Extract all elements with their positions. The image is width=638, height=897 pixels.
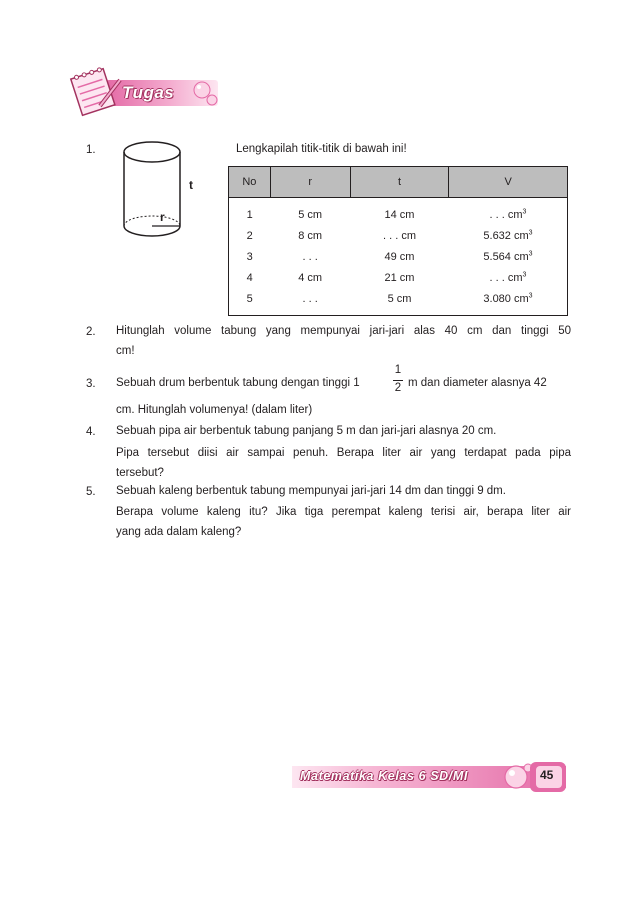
q4-number: 4. — [86, 426, 96, 438]
q3-line1a: Sebuah drum berbentuk tabung dengan tinggi 1 — [116, 377, 360, 389]
table-row — [229, 225, 568, 246]
q1-number: 1. — [86, 144, 96, 156]
table-header-cell: r — [270, 167, 350, 198]
q5-line1: Sebuah kaleng berbentuk tabung mempunyai jari-jari 14 dm dan tinggi 9 dm. — [116, 485, 506, 497]
q4-line3: tersebut? — [116, 467, 164, 479]
fraction-numerator: 1 — [394, 364, 402, 376]
table-row — [229, 288, 568, 316]
bubbles-icon — [500, 760, 534, 794]
table-cell: 8 cm — [298, 229, 323, 242]
volume-value: . . . cm — [489, 208, 523, 221]
table-cell — [449, 246, 568, 267]
table-cell: 3 — [246, 250, 253, 263]
table-cell: 49 cm — [384, 250, 415, 263]
notepad-pencil-icon — [66, 62, 126, 118]
q3-line2: cm. Hitunglah volumenya! (dalam liter) — [116, 404, 313, 416]
table-cell: 4 cm — [298, 271, 323, 284]
table-cell: . . . cm — [383, 229, 416, 242]
table-cell: 1 — [246, 208, 253, 221]
table-cell: 5 cm — [387, 292, 412, 305]
table-cell: 21 cm — [384, 271, 415, 284]
table-cell: . . . — [302, 292, 318, 305]
bubbles-icon — [190, 76, 220, 110]
table-cell — [449, 225, 568, 246]
q1-instruction: Lengkapilah titik-titik di bawah ini! — [236, 143, 407, 155]
unit-exponent: 3 — [522, 207, 527, 215]
table-cell: 5 — [246, 292, 253, 305]
unit-exponent: 3 — [522, 270, 527, 278]
table-cell: . . . — [302, 250, 318, 263]
unit-exponent: 3 — [528, 249, 533, 257]
table-header-row — [229, 167, 568, 198]
q5-line2: Berapa volume kaleng itu? Jika tiga perempat kaleng terisi air, berapa liter air — [116, 506, 571, 518]
table-header-cell: No — [229, 167, 271, 198]
volume-value: . . . cm — [489, 271, 523, 284]
q3-number: 3. — [86, 378, 96, 390]
table-cell: 4 — [246, 271, 253, 284]
table-row — [229, 267, 568, 288]
unit-exponent: 3 — [528, 291, 533, 299]
table-row — [229, 246, 568, 267]
fraction-bar — [393, 380, 403, 381]
table-cell: 5 cm — [298, 208, 323, 221]
volume-table — [228, 166, 568, 316]
table-row — [229, 198, 568, 226]
q2-line2: cm! — [116, 345, 135, 357]
tugas-title: Tugas — [122, 83, 175, 102]
table-cell — [449, 267, 568, 288]
q4-line2: Pipa tersebut diisi air sampai penuh. Berapa liter air yang terdapat pada pipa — [116, 447, 571, 459]
q2-number: 2. — [86, 326, 96, 338]
q5-number: 5. — [86, 486, 96, 498]
table-header-cell: t — [350, 167, 449, 198]
fraction-denominator: 2 — [394, 382, 402, 394]
q5-line3: yang ada dalam kaleng? — [116, 526, 242, 538]
volume-value: 3.080 cm — [483, 292, 529, 305]
table-header-cell: V — [449, 167, 568, 198]
q2-line1: Hitunglah volume tabung yang mempunyai jari-jari alas 40 cm dan tinggi 50 — [116, 325, 571, 337]
volume-value: 5.564 cm — [483, 250, 529, 263]
page-number: 45 — [540, 768, 554, 782]
height-label: t — [189, 178, 193, 192]
cylinder-figure — [118, 138, 228, 248]
volume-value: 5.632 cm — [483, 229, 529, 242]
table-cell: 14 cm — [384, 208, 415, 221]
q4-line1: Sebuah pipa air berbentuk tabung panjang 5 m dan jari-jari alasnya 20 cm. — [116, 425, 497, 437]
q3-line1b: m dan diameter alasnya 42 — [408, 377, 547, 389]
book-title: Matematika Kelas 6 SD/MI — [300, 769, 468, 783]
table-cell — [449, 288, 568, 316]
table-cell — [449, 198, 568, 226]
table-cell: 2 — [246, 229, 253, 242]
unit-exponent: 3 — [528, 228, 533, 236]
radius-label: r — [160, 210, 165, 224]
